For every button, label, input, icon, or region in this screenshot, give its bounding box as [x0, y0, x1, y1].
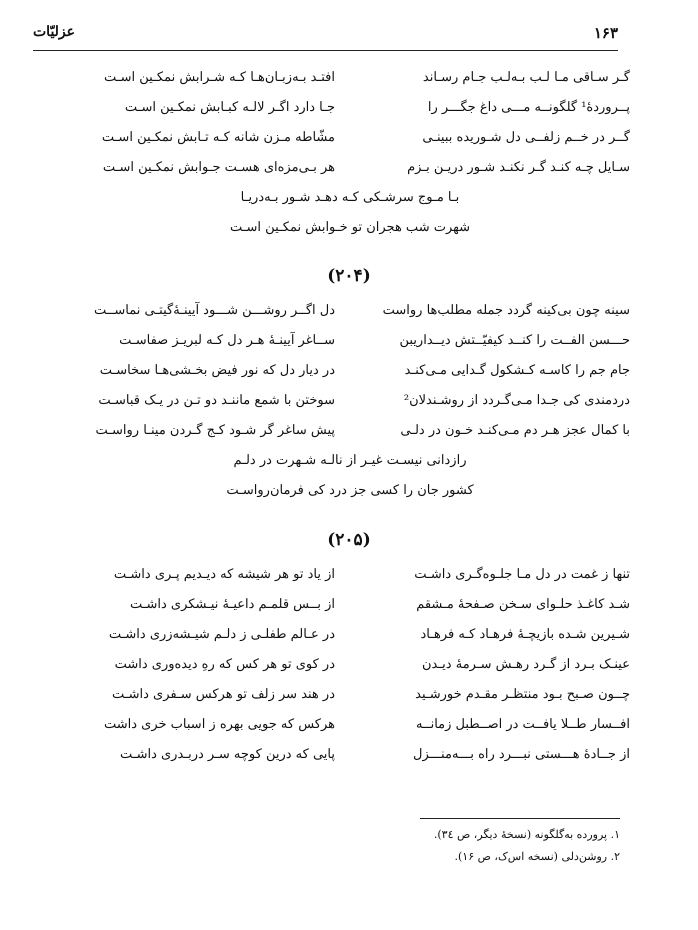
hemistich-left: سوختن با شمع ماننـد دو تـن در یـک قباسـت — [98, 393, 335, 408]
hemistich-left: جـا دارد اگـر لالـه کبـابش نمکـین اسـت — [124, 100, 335, 115]
hemistich-right: تنها ز غمت در دل مـا جلـوه‌گـری داشـت — [414, 567, 630, 582]
couplet — [70, 356, 630, 386]
hemistich-right: دردمندی کی جـدا مـی‌گـردد از روشـندلان² — [403, 393, 630, 408]
hemistich-left: در هند سر زلف تو هرکس سـفری داشـت — [112, 687, 335, 702]
hemistich-left: در عـالم طفلـی ز دلـم شیـشه‌زری داشـت — [108, 627, 335, 642]
couplet — [70, 63, 630, 93]
page-header — [33, 20, 618, 51]
hemistich-left: از یاد تو هر شیشه که دیـدیم پـری داشـت — [113, 567, 335, 582]
couplet — [70, 93, 630, 123]
couplet — [70, 296, 630, 326]
hemistich-right: عینـک بـرد از گـرد رهـش سـرمهٔ دیـدن — [422, 657, 630, 672]
closing-hemistich: رازدانی نیسـت غیـر از نالـه شـهرت در دلـم — [233, 453, 467, 468]
couplet — [70, 620, 630, 650]
couplet — [70, 326, 630, 356]
footnote: ۱. پرورده به‌گلگونه (نسخهٔ دیگر، ص ٣٤). — [433, 828, 620, 841]
closing-hemistich: بـا مـوج سرشـکی کـه دهـد شـور بـه‌دریـا — [240, 190, 460, 205]
hemistich-left: از بــس قلمـم داعیـهٔ نیـشکری داشـت — [129, 597, 335, 612]
closing-line — [70, 446, 630, 476]
couplet — [70, 416, 630, 446]
couplet — [70, 710, 630, 740]
hemistich-left: هرکس که جویی بهره ز اسباب خری داشت — [103, 717, 335, 732]
couplet — [70, 650, 630, 680]
couplet — [70, 386, 630, 416]
ghazal-203-tail — [70, 63, 630, 243]
hemistich-right: حـــسن الفــت را کنــد کیفیّــتش دیــداریبن — [399, 333, 630, 348]
hemistich-left: در کوی تو هر کس که رهِ دیده‌وری داشت — [114, 657, 335, 672]
ghazal-number: (۲۰۴) — [327, 266, 371, 286]
hemistich-right: شـیرین شـده بازیچـهٔ فرهـاد کـه فرهـاد — [420, 627, 630, 642]
hemistich-right: شـد کاغـذ حلـوای سـخن صـفحهٔ مـشقم — [416, 597, 630, 612]
hemistich-right: جام جم را کاسـه کـشکول گـدایی مـی‌کنـد — [404, 363, 630, 378]
hemistich-right: با کمال عجز هـر دم مـی‌کنـد خـون در دلـی — [400, 423, 630, 438]
hemistich-left: دل اگــر روشـــن شـــود آیینـهٔ‌گیتـی نماســت — [94, 303, 335, 318]
ghazal-205 — [70, 560, 630, 770]
hemistich-left: در دیار دل که نور فیض بخـشی‌هـا سخاسـت — [99, 363, 335, 378]
ghazal-204 — [70, 296, 630, 506]
couplet — [70, 560, 630, 590]
footnote: ۲. روشن‌دلی (نسخه اس‌ک، ص ۱۶). — [454, 850, 620, 863]
closing-hemistich: شهرت شب هجران تو خـوابش نمکـین اسـت — [229, 220, 471, 235]
hemistich-right: سینه چون بی‌کینه گردد جمله مطلب‌ها رواست — [382, 303, 630, 318]
footnote-divider — [420, 818, 620, 819]
hemistich-right: از جــادهٔ هـــستی نبـــرد راه بـــه‌منـــزل — [413, 747, 630, 762]
hemistich-right: پــروردهٔ¹ گلگونــه مـــی داغ جگـــر را — [427, 100, 630, 115]
couplet — [70, 740, 630, 770]
hemistich-left: پایی که درین کوچه سـر دربـدری داشـت — [120, 747, 335, 762]
hemistich-left: پیش ساغر گر شـود کـج گـردن مینـا رواسـت — [95, 423, 335, 438]
hemistich-left: افتـد بـه‌زبـان‌هـا کـه شـرابش نمکـین اسـت — [104, 70, 335, 85]
couplet — [70, 123, 630, 153]
ghazal-number: (۲۰۵) — [327, 530, 371, 550]
hemistich-right: افــسار طــلا یافــت در اصــطبل زمانــه — [415, 717, 630, 732]
closing-line — [70, 183, 630, 213]
closing-hemistich: کشور جان را کسی جز درد کی فرمان‌رواسـت — [226, 483, 474, 498]
hemistich-right: گـر سـاقی مـا لـب بـه‌لـب جـام رسـاند — [422, 70, 630, 85]
page-number: ۱۶۳ — [593, 24, 618, 42]
hemistich-left: هر بـی‌مزه‌ای هسـت جـوابش نمکـین اسـت — [102, 160, 335, 175]
couplet — [70, 153, 630, 183]
closing-line — [70, 476, 630, 506]
couplet — [70, 680, 630, 710]
closing-line — [70, 213, 630, 243]
hemistich-left: ســاغر آیینـهٔ هـر دل کـه لبریـز صفاسـت — [119, 333, 335, 348]
hemistich-left: مشّاطه مـزن شانه کـه تـابش نمکـین اسـت — [101, 130, 335, 145]
couplet — [70, 590, 630, 620]
hemistich-right: گــر در خــم زلفــی دل شـوریده ببینـی — [422, 130, 630, 145]
hemistich-right: چــون صـبح بـود منتظـر مقـدم خورشـید — [415, 687, 630, 702]
hemistich-right: سـایل چـه کنـد گـر نکنـد شـور دریـن بـزم — [407, 160, 630, 175]
running-title: عزلیّات — [33, 24, 76, 40]
